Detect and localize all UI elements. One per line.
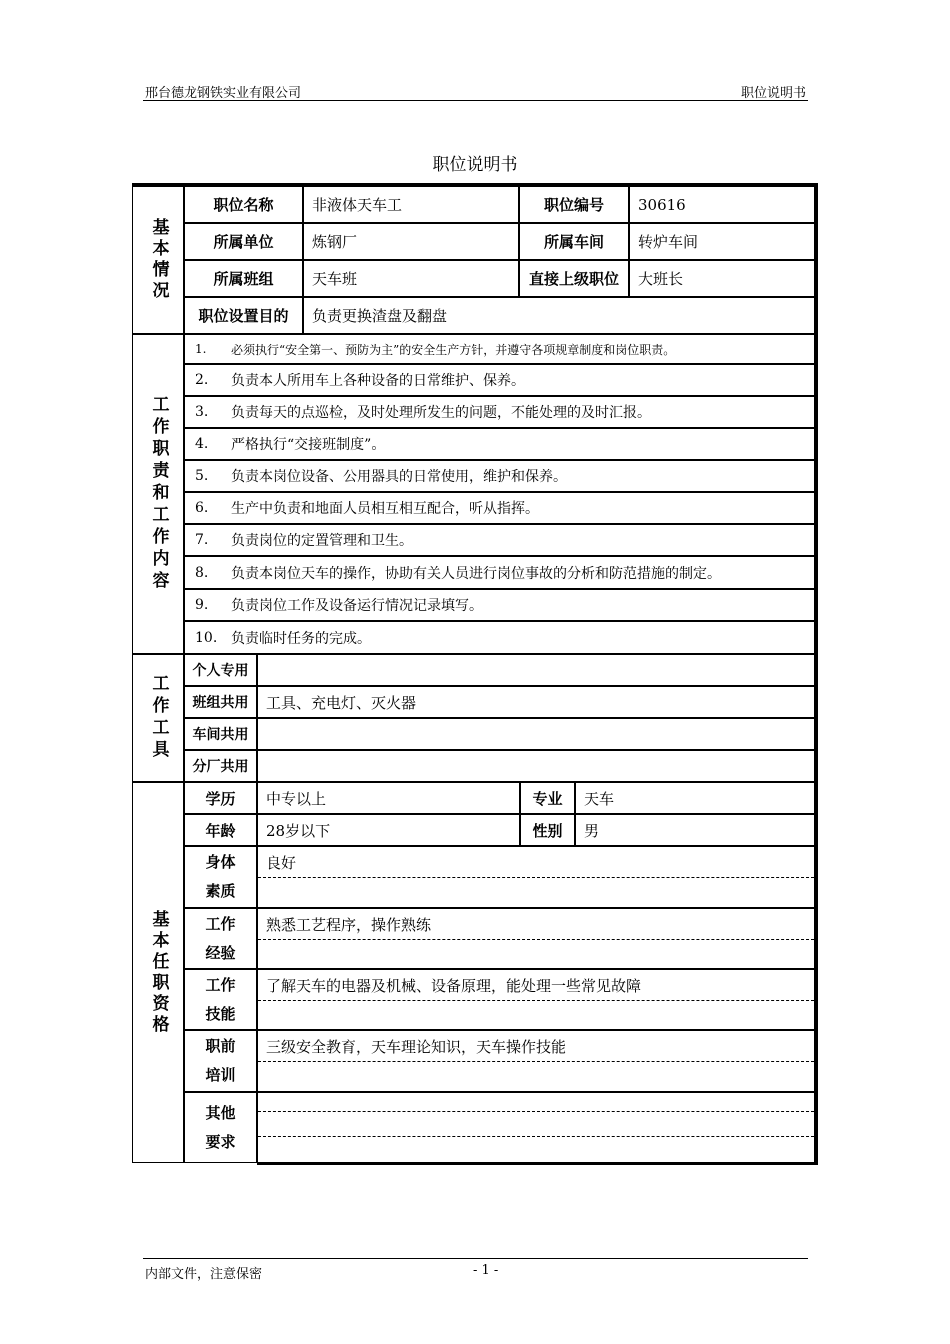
job-description-table [132,183,818,1165]
value-major: 天车 [575,782,815,814]
label-unit: 所属单位 [184,223,303,260]
label-experience-line2: 经验 [205,943,236,962]
section-tools [132,654,184,782]
duty-item [184,460,815,492]
duty-item [184,524,815,556]
tools-value-team: 工具、充电灯、灭火器 [257,686,815,718]
duty-text: 负责每天的点巡检，及时处理所发生的问题，不能处理的及时汇报。 [231,405,651,421]
duty-item [184,364,815,396]
label-training-line1: 职前 [205,1037,236,1055]
label-experience-line1: 工作 [205,914,236,933]
company-name: 邢台德龙钢铁实业有限公司 [145,86,302,101]
label-age: 年龄 [184,814,257,846]
label-skills-line2: 技能 [205,1004,236,1023]
value-unit: 炼钢厂 [303,223,519,260]
value-purpose: 负责更换渣盘及翻盘 [303,297,815,334]
tools-value-workshop [257,718,815,750]
value-workshop: 转炉车间 [629,223,815,260]
value-job-name: 非液体天车工 [303,186,519,223]
dashed-line [258,877,814,878]
value-job-code: 30616 [629,186,815,223]
page-footer [143,1258,808,1282]
label-other-line1: 其他 [205,1103,236,1122]
value-training-text: 三级安全教育，天车理论知识，天车操作技能 [266,1038,567,1056]
label-training-line2: 培训 [205,1066,236,1084]
label-superior: 直接上级职位 [519,260,629,297]
dashed-line [258,1111,814,1112]
label-team: 所属班组 [184,260,303,297]
value-age: 28岁以下 [257,814,520,846]
duty-item [184,589,815,621]
value-team: 天车班 [303,260,519,297]
label-experience [184,908,257,969]
page-header [143,80,808,101]
section-basic-info-label: 基本情况 [148,218,169,302]
value-training [257,1030,815,1092]
value-other [257,1092,815,1165]
page-number: - 1 - [473,1263,499,1278]
value-education: 中专以上 [257,782,520,814]
value-physical [257,846,815,908]
duty-number: 10. [195,629,218,646]
label-physical-line2: 素质 [205,882,236,900]
value-physical-text: 良好 [266,854,297,872]
label-purpose: 职位设置目的 [184,297,303,334]
duty-text: 负责临时任务的完成。 [231,630,371,647]
tools-label-personal: 个人专用 [184,654,257,686]
tools-label-workshop: 车间共用 [184,718,257,750]
value-gender: 男 [575,814,815,846]
duty-number: 6. [195,500,209,516]
duty-number: 1. [195,342,207,356]
duty-number: 3. [195,404,209,420]
duty-item [184,556,815,589]
duty-text: 负责本岗位设备、公用器具的日常使用，维护和保养。 [231,469,567,485]
label-job-name: 职位名称 [184,186,303,223]
duty-text: 严格执行“交接班制度”。 [231,437,386,453]
label-physical [184,846,257,908]
section-duties-label: 工作职责和工作内容 [148,395,169,593]
duty-text: 负责本岗位天车的操作，协助有关人员进行岗位事故的分析和防范措施的制定。 [231,565,721,582]
duty-text: 必须执行“安全第一、预防为主”的安全生产方针，并遵守各项规章制度和岗位职责。 [231,342,676,357]
label-major: 专业 [520,782,575,814]
duty-text: 负责岗位工作及设备运行情况记录填写。 [231,598,483,614]
label-other-line2: 要求 [205,1132,236,1151]
value-superior: 大班长 [629,260,815,297]
value-skills-text: 了解天车的电器及机械、设备原理，能处理一些常见故障 [266,977,642,995]
tools-value-branch [257,750,815,782]
value-skills [257,969,815,1030]
duty-item [184,428,815,460]
dashed-line [258,1061,814,1062]
duty-text: 生产中负责和地面人员相互相互配合，听从指挥。 [231,501,539,517]
duty-number: 9. [195,597,209,613]
tools-value-personal [257,654,815,686]
dashed-line [258,1136,814,1137]
dashed-line [258,939,814,940]
label-workshop: 所属车间 [519,223,629,260]
value-experience [257,908,815,969]
footer-confidential: 内部文件，注意保密 [145,1267,263,1282]
duty-item [184,621,815,654]
duty-number: 2. [195,372,209,388]
label-gender: 性别 [520,814,575,846]
duty-number: 8. [195,564,209,581]
section-qualifications-label: 基本任职资格 [148,909,169,1036]
duty-number: 7. [195,532,209,548]
label-other [184,1092,257,1163]
section-tools-label: 工作工具 [148,674,169,762]
label-job-code: 职位编号 [519,186,629,223]
label-physical-line1: 身体 [205,853,236,871]
section-basic-info [132,186,184,334]
tools-label-team: 班组共用 [184,686,257,718]
page-title: 职位说明书 [432,155,518,175]
duty-text: 负责本人所用车上各种设备的日常维护、保养。 [231,373,525,389]
section-duties [132,334,184,654]
label-training [184,1030,257,1092]
duty-item [184,396,815,428]
label-skills [184,969,257,1030]
header-doc-type: 职位说明书 [740,86,806,101]
duty-item [184,334,815,364]
duty-number: 5. [195,468,209,484]
tools-label-branch: 分厂共用 [184,750,257,782]
duty-text: 负责岗位的定置管理和卫生。 [231,533,413,549]
dashed-line [258,1000,814,1001]
duty-number: 4. [195,436,209,452]
label-skills-line1: 工作 [205,975,236,994]
label-education: 学历 [184,782,257,814]
value-experience-text: 熟悉工艺程序，操作熟练 [266,916,432,934]
section-qualifications [132,782,184,1163]
duty-item [184,492,815,524]
